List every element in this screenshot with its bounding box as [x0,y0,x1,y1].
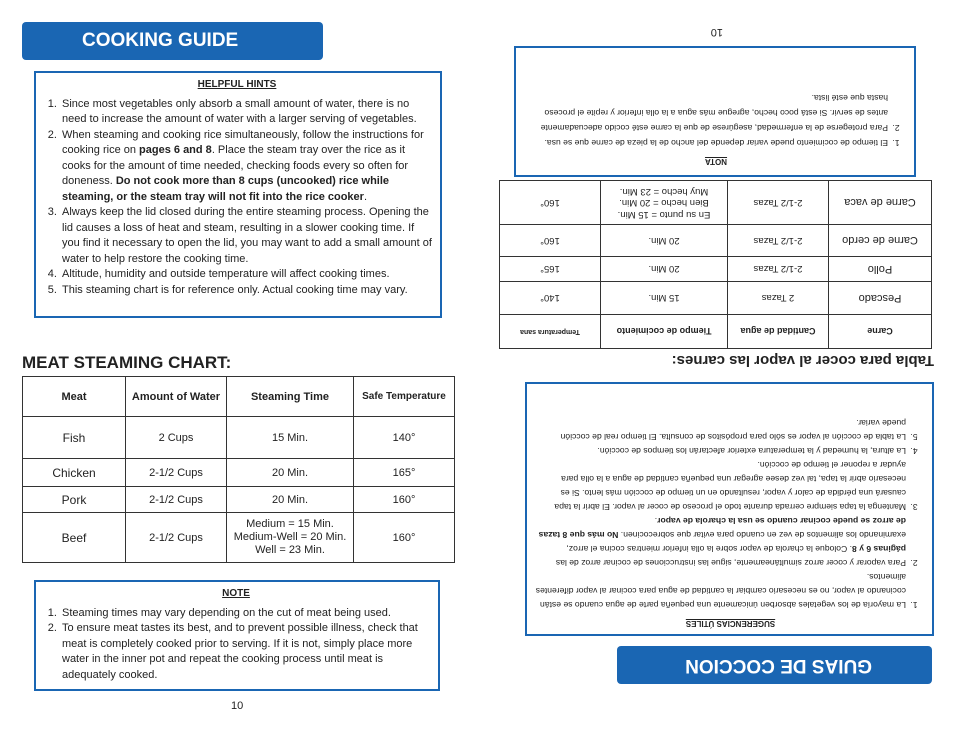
time-line: Medium-Well = 20 Min. [233,531,347,543]
temp-cell: 160° [354,513,455,563]
helpful-hints-heading: HELPFUL HINTS [197,79,277,90]
water-cell: 2 Tazas [728,282,829,315]
header-time: Steaming Time [227,377,354,417]
meat-cell: Pollo [829,257,932,282]
note-list [42,606,430,684]
time-line: Bien hecho = 20 Min. [619,197,709,209]
helpful-hints-box [34,71,442,318]
temp-cell: 165° [500,257,601,282]
meat-steaming-chart-title: MEAT STEAMING CHART: [22,353,232,372]
time-cell [601,181,728,225]
time-cell: 15 Min. [601,282,728,315]
water-cell: 2-1/2 Tazas [728,225,829,257]
tabla-carnes-title: Tabla para cocer al vapor las carnes: [671,352,934,369]
table-row [500,225,932,257]
page-number: 10 [231,700,244,712]
guias-de-coccion-banner [617,646,932,684]
header-time: Tiempo de cocimiento [601,315,728,349]
meat-cell: Carne de cerdo [829,225,932,257]
water-cell: 2-1/2 Cups [126,459,227,487]
nota-heading: NOTA [704,157,728,166]
sugerencias-heading: SUGERENCIAS ÚTILES [685,619,776,628]
banner-title: COOKING GUIDE [82,30,239,51]
note-heading: NOTE [222,588,250,599]
header-water: Cantidad de agua [728,315,829,349]
note-item: 1. Steaming times may vary depending on the cut of meat being used. [60,606,430,622]
hint-item: 1. La mayoría de los vegetales absorben únicamente una pequeña parte de agua cuando se están cocinando al vapor, no es necesario cambiar la cantidad de agua para cocinar al vapor diferentes alimentos. [535,570,908,612]
time-line: Medium = 15 Min. [246,518,334,530]
table-row [500,257,932,282]
nota-list [524,90,908,150]
meat-cell: Pork [23,487,126,513]
hint-item: 4. Altitude, humidity and outside temperature will affect cooking times. [60,267,432,283]
meat-cell: Carne de vaca [829,181,932,225]
hint-item: 4. La altura, la humedad y la temperatura exterior afectarán los tiempos de cocción. [535,444,908,458]
hint-item: 5. This steaming chart is for reference only. Actual cooking time may vary. [60,283,432,299]
note-item: 1. El tiempo de cocimiento puede variar depende del ancho de la pieza de carne que se usa. [524,135,890,150]
hint-item: 5. La tabla de cocción al vapor es sólo para propósitos de consulta. El tiempo real de cocción puede variar. [535,416,908,444]
page-number: 10 [710,26,723,38]
time-cell: 20 Min. [601,225,728,257]
note-box [34,580,440,691]
water-cell: 2-1/2 Tazas [728,257,829,282]
time-cell: 20 Min. [601,257,728,282]
header-meat: Carne [829,315,932,349]
time-line: Muy hecho = 23 Min. [619,185,709,197]
hint-item: 2. When steaming and cooking rice simultaneously, follow the instructions for cooking rice on pages 6 and 8. Place the steam tray over the rice as it cooks for the amount of time needed, checking foods every so often for doneness. Do not cook more than 8 cups (uncooked) rice while steaming, or the steam tray will not fit into the rice cooker. [60,128,432,206]
temp-cell: 160° [500,181,601,225]
banner-title: GUIAS DE COCCION [685,655,872,676]
water-cell: 2 Cups [126,417,227,459]
header-water: Amount of Water [126,377,227,417]
meat-cell: Pescado [829,282,932,315]
sugerencias-box [525,382,934,636]
temp-cell: 140° [500,282,601,315]
meat-cell: Beef [23,513,126,563]
spanish-page [477,0,954,738]
nota-box [514,46,916,177]
hint-item: 2. Para vaporar y cocer arroz simultáneamente, sigue las instrucciones de cocinar arroz de las páginas 6 y 8. Coloque la charola de vapor sobre la olla inferior mientras cocina el arroz, examinando los alimentos de vez en cuando para evitar que sobrecocinen. No más que 8 tazas de arroz se puede cocinar cuando se usa la charola de vapor. [535,514,908,570]
temp-cell: 165° [354,459,455,487]
meat-cell: Fish [23,417,126,459]
hint-item: 3. Always keep the lid closed during the entire steaming process. Opening the lid causes a loss of heat and steam, resulting in a slower cooking time. If you find it necessary to open the lid, you may want to add a small amount of water to help restore the cooking time. [60,205,432,267]
water-cell: 2-1/2 Cups [126,513,227,563]
cooking-guide-banner [22,22,323,60]
table-header-row [23,377,455,417]
tabla-carnes-table [499,180,932,349]
time-cell: 20 Min. [227,459,354,487]
note-item: 2. To ensure meat tastes its best, and to prevent possible illness, check that meat is completely cooked prior to serving. If it is not, simply place more water in the inner pot and repeat the cooking process until meat is adequately cooked. [60,621,430,683]
meat-cell: Chicken [23,459,126,487]
time-cell: 20 Min. [227,487,354,513]
table-row [23,513,455,563]
temp-cell: 160° [500,225,601,257]
table-row [23,487,455,513]
table-row [23,417,455,459]
table-row [500,181,932,225]
temp-cell: 160° [354,487,455,513]
table-row [500,282,932,315]
table-header-row [500,315,932,349]
temp-cell: 140° [354,417,455,459]
time-line: En su punto = 15 Min. [617,208,711,220]
helpful-hints-list [42,97,432,299]
header-temp: Temperatura sana [500,315,601,349]
time-cell: 15 Min. [227,417,354,459]
note-item: 2. Para protegerse de la enfermedad, asegúrese de que la carne esté cocido adecuadamente antes de servir. Si está poco hecho, agregue más agua a la olla inferior y repite el proceso hasta que esté lista. [524,90,890,135]
time-cell [227,513,354,563]
header-temp: Safe Temperature [354,377,455,417]
header-meat: Meat [23,377,126,417]
water-cell: 2-1/2 Cups [126,487,227,513]
hint-item: 1. Since most vegetables only absorb a small amount of water, there is no need to increase the amount of water with a larger serving of vegetables. [60,97,432,128]
time-line: Well = 23 Min. [255,544,325,556]
water-cell: 2-1/2 Tazas [728,181,829,225]
table-row [23,459,455,487]
hint-item: 3. Mantenga la tapa siempre cerrada durante todo el proceso de cocer al vapor. El abrir la tapa causará una pérdida de calor y vapor, resultando en un tiempo de cocción más lento. Si es necesario abrir la tapa, tal vez desee agregar una pequeña cantidad de agua a la olla para ayudar a reponer el tiempo de cocción. [535,458,908,514]
sugerencias-list [535,416,926,612]
meat-steaming-table [22,376,455,563]
